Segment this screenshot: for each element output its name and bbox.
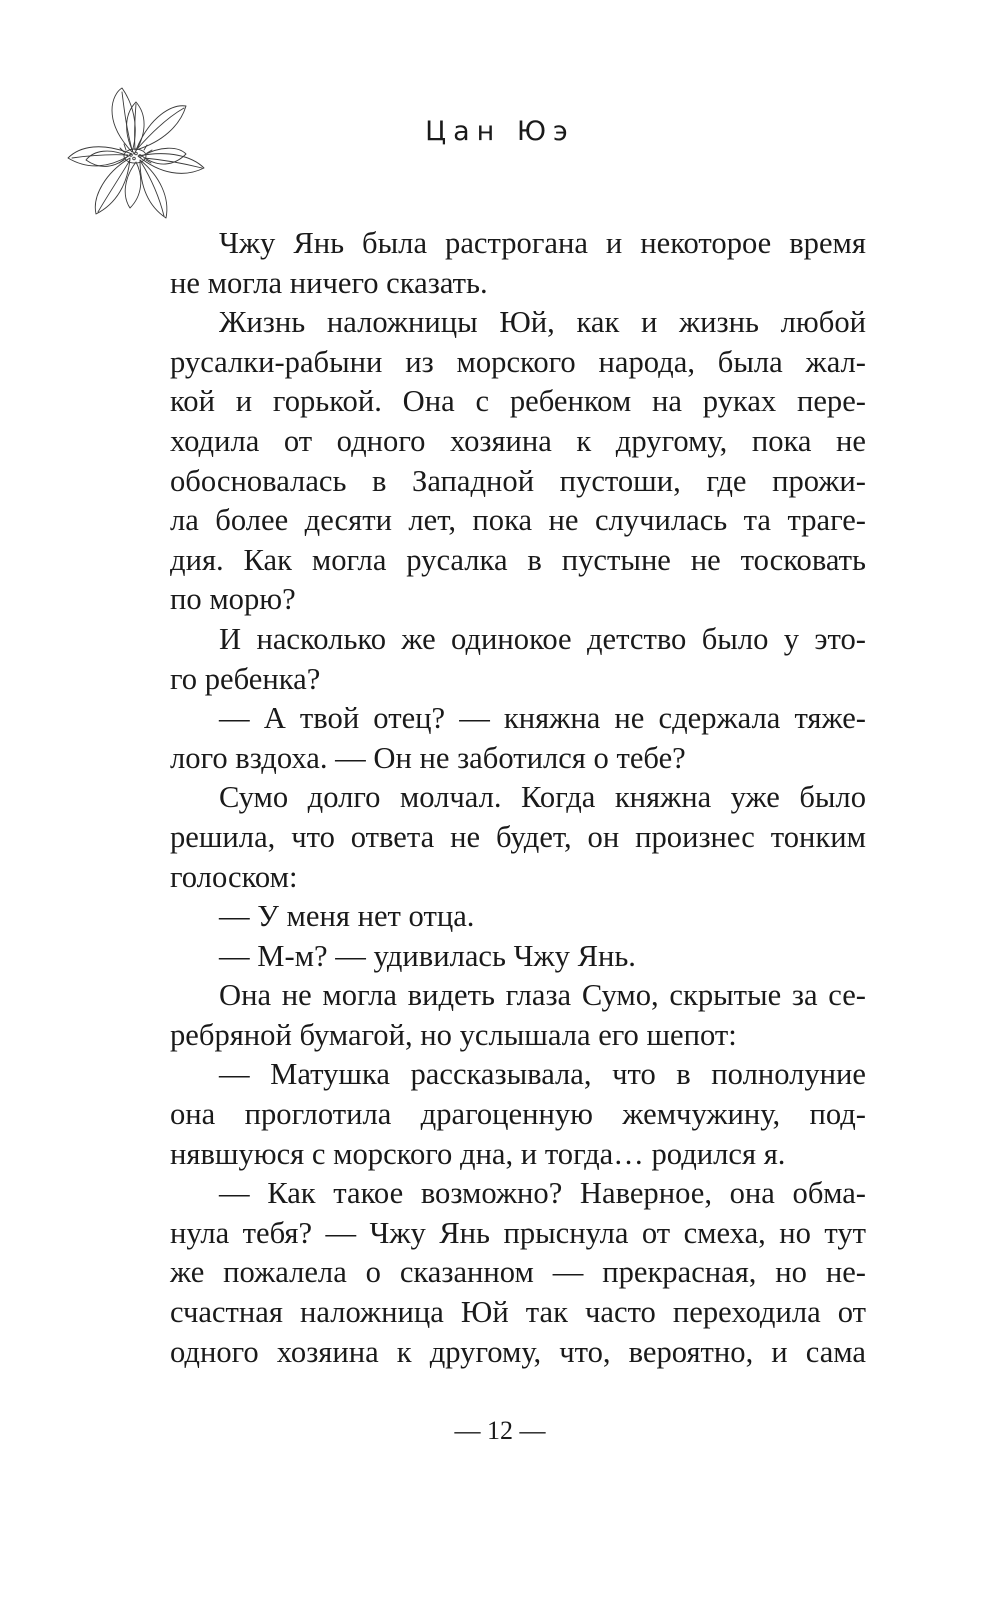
text-line: по морю?	[170, 582, 296, 617]
text-line: кой и горькой. Она с ребенком на руках пере-	[170, 384, 866, 419]
lotus-flower-icon	[62, 80, 212, 230]
text-line: го ребенка?	[170, 661, 321, 696]
text-line: — У меня нет отца.	[219, 899, 475, 934]
text-line: — Как такое возможно? Наверное, она обма-	[219, 1176, 866, 1211]
text-line: ла более десяти лет, пока не случилась та траге-	[170, 503, 866, 538]
text-line: — А твой отец? — княжна не сдержала тяже-	[219, 701, 866, 736]
text-line: дия. Как могла русалка в пустыне не тосковать	[170, 542, 866, 577]
body-text	[170, 224, 866, 1372]
text-line: счастная наложница Юй так часто переходила от	[170, 1295, 866, 1330]
text-line: Жизнь наложницы Юй, как и жизнь любой	[219, 305, 866, 340]
text-line: лого вздоха. — Он не заботился о тебе?	[170, 740, 686, 775]
text-line: нявшуюся с морского дна, и тогда… родился я.	[170, 1136, 786, 1171]
text-line: — М-м? — удивилась Чжу Янь.	[219, 938, 636, 973]
text-line: обосновалась в Западной пустоши, где прожи-	[170, 463, 866, 498]
text-line: не могла ничего сказать.	[170, 265, 488, 300]
text-line: решила, что ответа не будет, он произнес тонким	[170, 819, 866, 854]
page-number: — 12 —	[454, 1416, 546, 1445]
text-line: же пожалела о сказанном — прекрасная, но не-	[170, 1255, 866, 1290]
text-line: русалки-рабыни из морского народа, была жал-	[170, 344, 866, 379]
text-line: нула тебя? — Чжу Янь прыснула от смеха, но тут	[170, 1215, 866, 1250]
text-line: И насколько же одинокое детство было у это-	[219, 621, 866, 656]
text-line: ребряной бумагой, но услышала его шепот:	[170, 1017, 737, 1052]
text-line: голоском:	[170, 859, 298, 894]
text-line: одного хозяина к другому, что, вероятно, и сама	[170, 1334, 866, 1369]
text-line: — Матушка рассказывала, что в полнолуние	[219, 1057, 866, 1092]
text-line: Она не могла видеть глаза Сумо, скрытые за се-	[219, 978, 866, 1013]
text-line: Чжу Янь была растрогана и некоторое время	[219, 226, 866, 260]
text-line: ходила от одного хозяина к другому, пока не	[170, 423, 866, 458]
text-line: она проглотила драгоценную жемчужину, под-	[170, 1097, 866, 1132]
running-head: Цан Юэ	[425, 116, 575, 147]
text-line: Сумо долго молчал. Когда княжна уже было	[219, 780, 866, 815]
